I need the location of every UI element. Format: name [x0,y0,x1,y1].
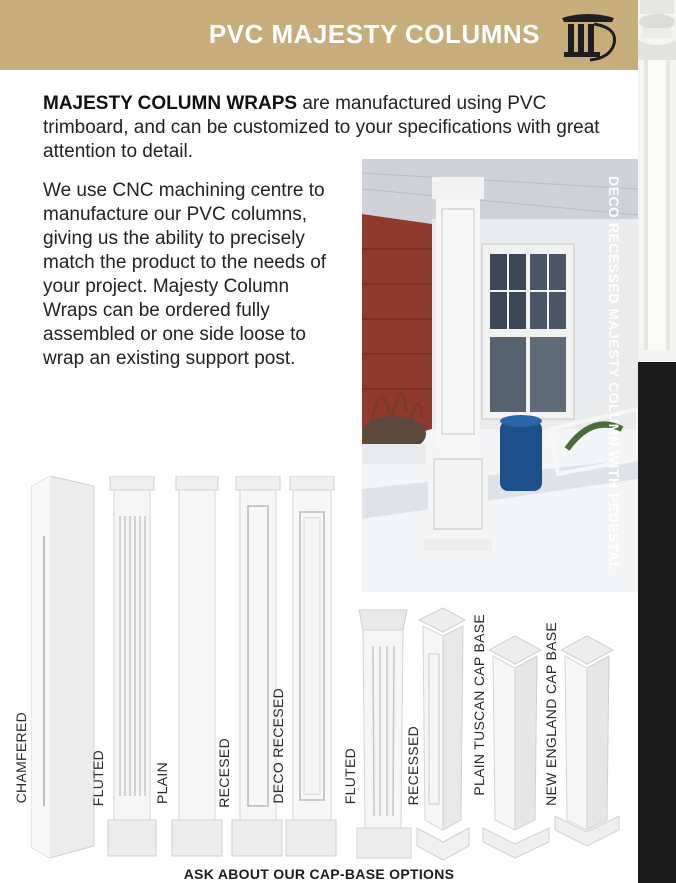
label-deco-recesed: DECO RECESED [270,688,286,804]
chamfered-column-drawing [32,476,94,858]
photo-caption [606,176,630,586]
page-title: PVC MAJESTY COLUMNS [208,19,540,49]
header-band [0,0,638,70]
label-new-england: NEW ENGLAND CAP BASE [543,622,559,806]
side-column-image [638,0,676,362]
intro-lead: MAJESTY COLUMN WRAPS [43,93,298,114]
column-logo-icon [556,10,620,62]
label-chamfered: CHAMFERED [13,712,29,804]
recessed-tapered-column-drawing [417,608,469,860]
label-fluted-2: FLUTED [342,748,358,805]
column-set-2-illustration [355,606,620,862]
deco-recesed-column-drawing [286,476,336,856]
porch-photo [362,159,638,592]
label-recesed: RECESED [216,738,232,808]
new-england-column-drawing [555,636,619,846]
column-set-1-illustration [28,476,338,861]
side-black-strip [638,362,676,883]
intro-paragraph [43,92,618,164]
fluted-column-drawing [108,476,156,856]
body-paragraph: We use CNC machining centre to manufacture our PVC columns, giving us the ability to precisely match the product to the needs of your project. Majesty Column Wraps can be ordered fully assembled or one side loose to wrap an existing support post. [43,180,327,369]
label-plain: PLAIN [154,762,170,804]
plain-tuscan-column-drawing [483,636,549,858]
photo-caption-text: DECO RECESSED MAJESTY COLUMN WITH PEDESTAL [606,176,622,571]
label-plain-tuscan: PLAIN TUSCAN CAP BASE [471,614,487,796]
fluted-tapered-column-drawing [357,610,411,858]
label-recessed-2: RECESSED [405,726,421,806]
cap-base-note: ASK ABOUT OUR CAP-BASE OPTIONS [183,866,455,882]
plain-column-drawing [172,476,222,856]
label-fluted: FLUTED [90,750,106,807]
intro-text: are manufactured using PVC trimboard, and can be customized to your specifications with great attention to detail. [43,93,600,162]
